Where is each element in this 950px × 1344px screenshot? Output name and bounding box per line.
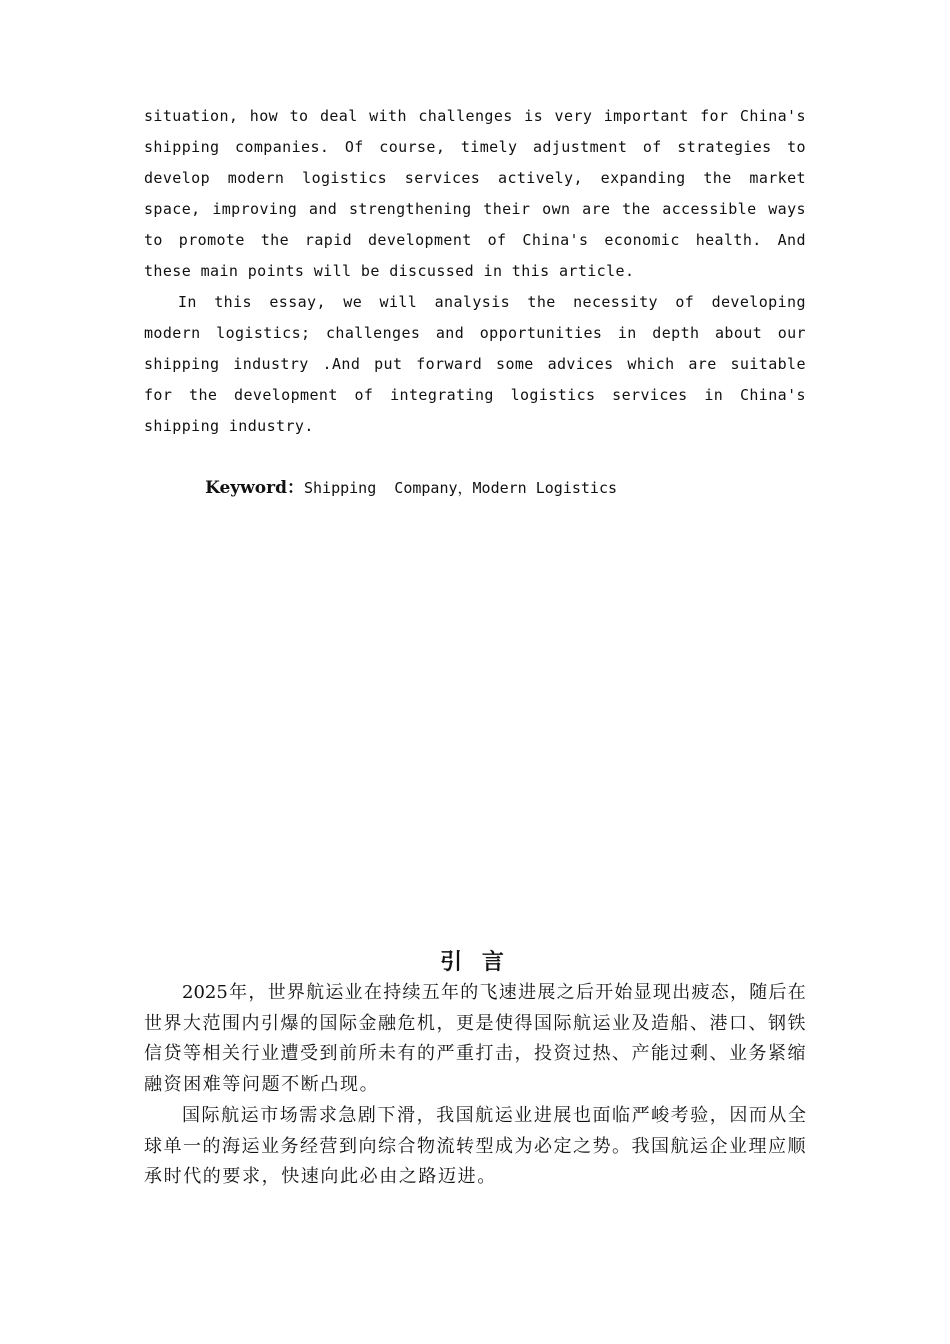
intro-paragraph-2 <box>144 1101 806 1193</box>
keywords-label: Keyword： <box>205 478 304 498</box>
abstract-paragraph-2 <box>144 287 806 442</box>
text-line: 融资困难等问题不断凸现。 <box>144 1074 380 1096</box>
text-line: to promote the rapid development of China's economic health. And <box>144 231 806 249</box>
keywords <box>187 442 617 504</box>
text-line: shipping companies. Of course, timely adjustment of strategies to <box>144 138 806 156</box>
text-line: 承时代的要求，快速向此必由之路迈进。 <box>144 1166 497 1188</box>
text-line: situation, how to deal with challenges is very important for China's <box>144 107 806 125</box>
text-line: these main points will be discussed in this article. <box>144 262 635 280</box>
text-line: modern logistics; challenges and opportunities in depth about our <box>144 324 806 342</box>
text-line: 球 单 一 的 海 运 业 务 经 营 到 向 综 合 物 流 转 型 成 为 必 定 之 势 。 我 国 航 运 企 业 理 应 顺 <box>144 1135 806 1157</box>
text-line: shipping industry. <box>144 417 314 435</box>
text-line: space, improving and strengthening their own are the accessible ways <box>144 200 806 218</box>
abstract-paragraph-1 <box>144 101 806 287</box>
text-line: In this essay, we will analysis the necessity of developing <box>178 293 806 311</box>
text-line: 2025 年 ， 世 界 航 运 业 在 持 续 五 年 的 飞 速 进 展 之 后 开 始 显 现 出 疲 态 ， 随 后 在 <box>182 982 806 1003</box>
text-line: for the development of integrating logistics services in China's <box>144 386 806 404</box>
text-line: develop modern logistics services actively, expanding the market <box>144 169 806 187</box>
keywords-value: Shipping Company，Modern Logistics <box>303 479 617 497</box>
text-line: shipping industry .And put forward some advices which are suitable <box>144 355 806 373</box>
text-line: 信 贷 等 相 关 行 业 遭 受 到 前 所 未 有 的 严 重 打 击 ， 投 资 过 热 、 产 能 过 剩 、 业 务 紧 缩 <box>144 1043 806 1065</box>
section-title: 引 言 <box>440 949 510 975</box>
text-line: 国 际 航 运 市 场 需 求 急 剧 下 滑 ， 我 国 航 运 业 进 展 也 面 临 严 峻 考 验 ， 因 而 从 全 <box>182 1105 806 1126</box>
text-line: 世 界 大 范 围 内 引 爆 的 国 际 金 融 危 机 ， 更 是 使 得 国 际 航 运 业 及 造 船 、 港 口 、 钢 铁 <box>144 1012 806 1034</box>
intro-paragraph-1 <box>144 978 806 1101</box>
